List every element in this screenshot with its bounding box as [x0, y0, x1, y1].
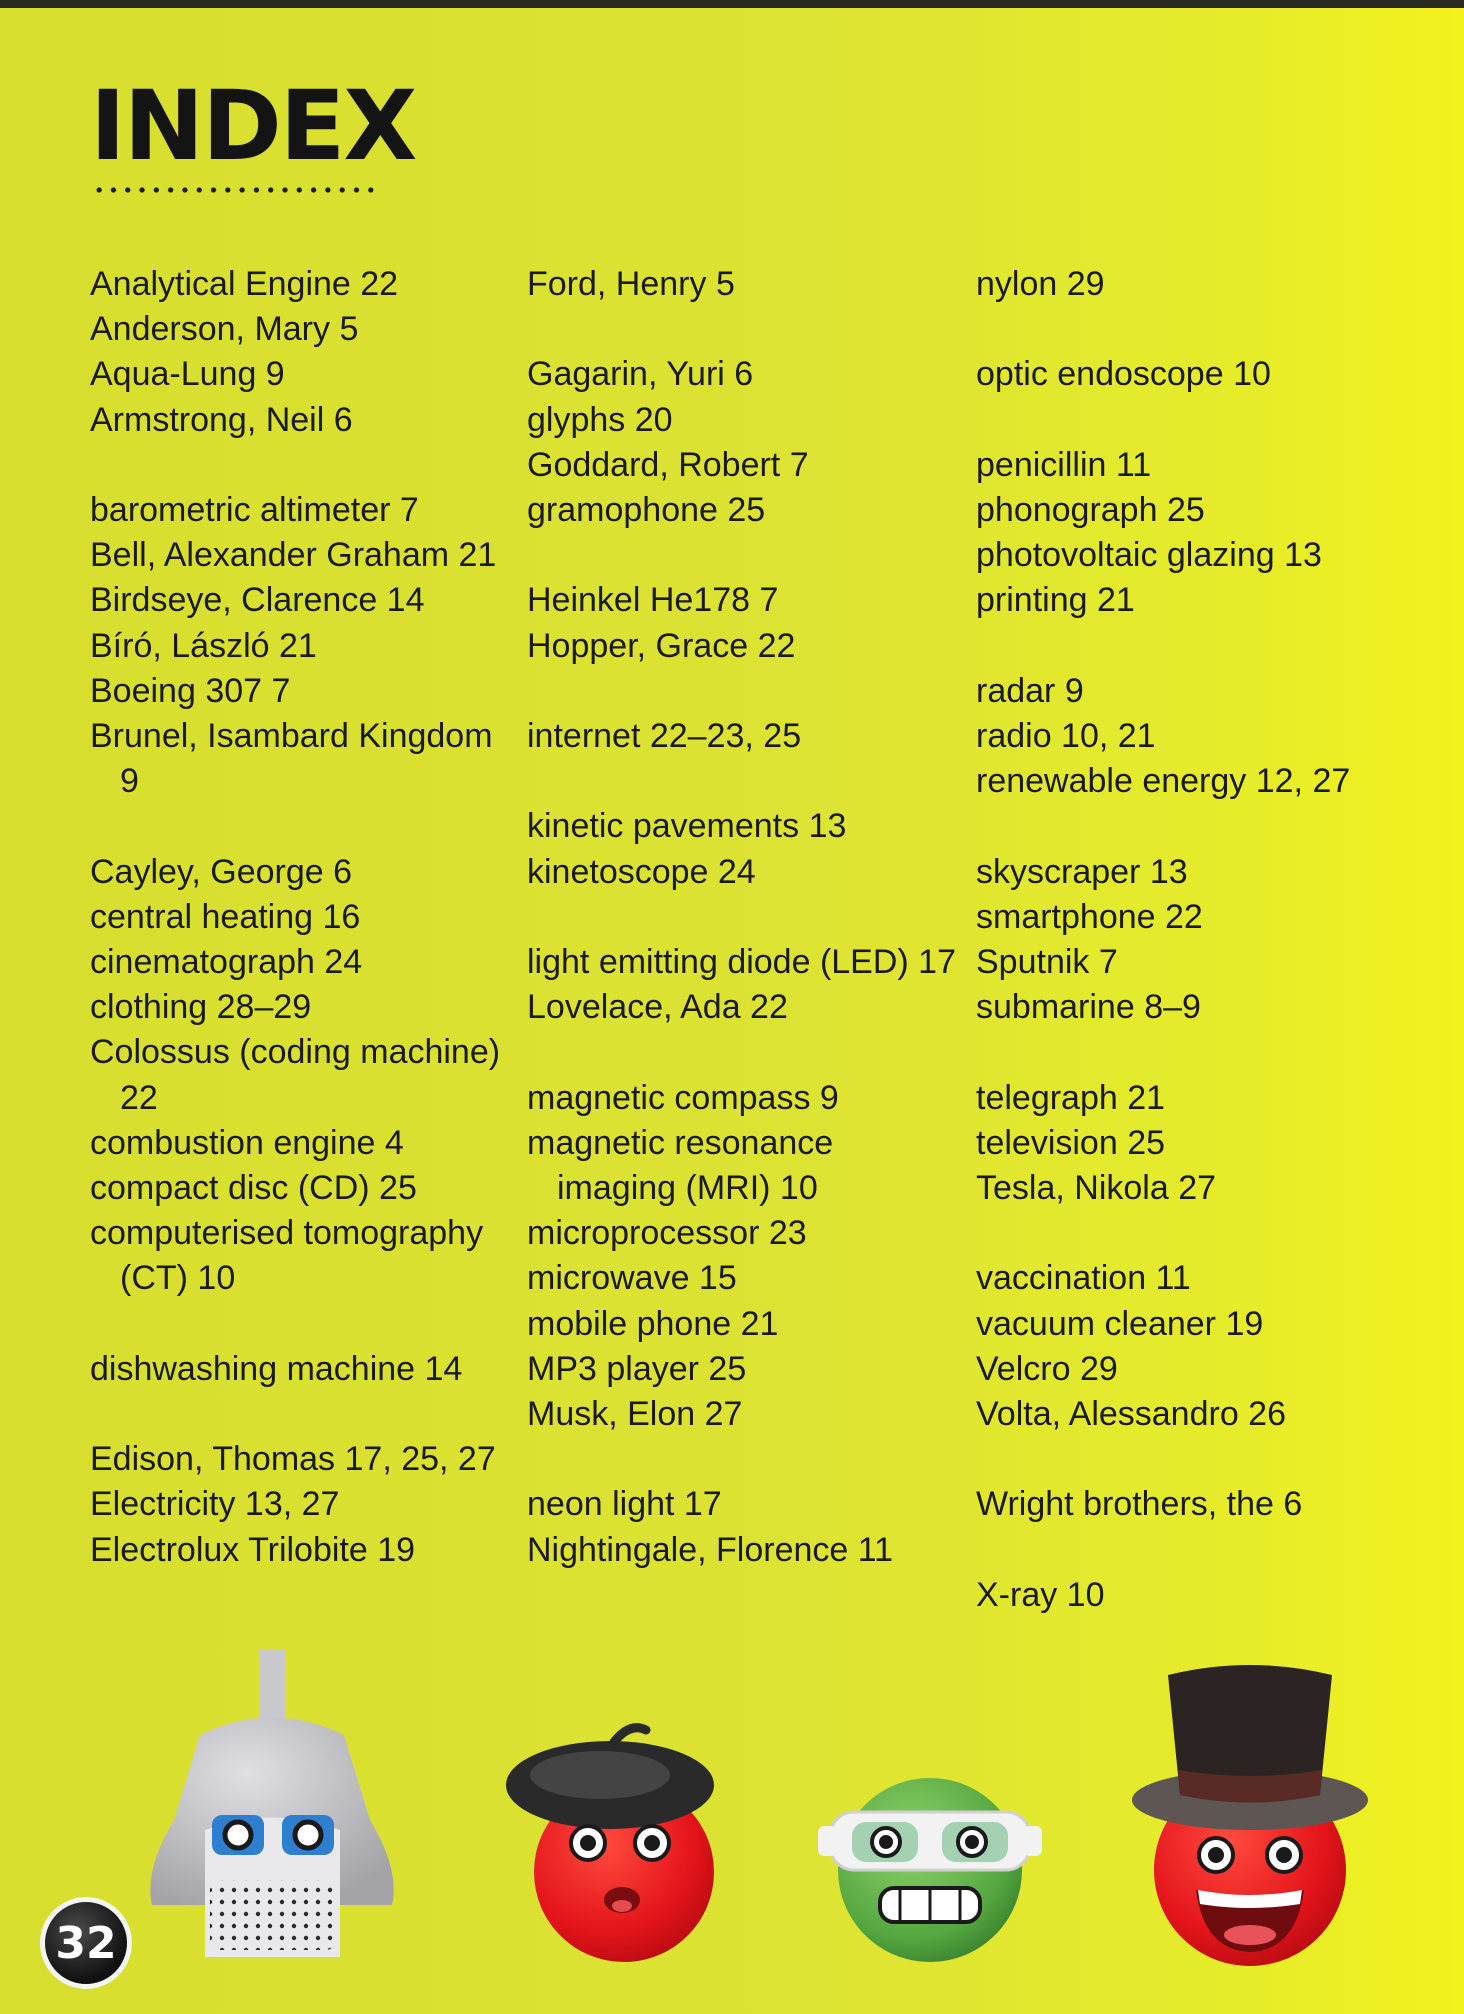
index-entry: barometric altimeter 7: [90, 491, 419, 529]
index-entry: Heinkel He178 7: [527, 581, 779, 620]
top-hat-character-icon: [1132, 1665, 1368, 1966]
index-entry: photovoltaic glazing 13: [976, 536, 1322, 575]
index-entry: MP3 player 25: [527, 1349, 747, 1388]
index-entry: nylon 29: [976, 265, 1105, 303]
index-entry: computerised tomography (CT) 10: [90, 1214, 484, 1298]
index-entry: Velcro 29: [976, 1349, 1118, 1388]
index-entry: television 25: [976, 1123, 1166, 1162]
index-entry: skyscraper 13: [976, 852, 1188, 891]
index-entry: Cayley, George 6: [90, 852, 353, 891]
index-column-3: [976, 262, 1376, 1618]
index-entry: magnetic resonance imaging (MRI) 10: [527, 1123, 834, 1207]
index-entry: magnetic compass 9: [527, 1078, 839, 1117]
index-entry: Bell, Alexander Graham 21: [90, 536, 497, 575]
index-column-2: [527, 262, 957, 1573]
page-title: INDEX: [90, 70, 416, 182]
index-column-1: [90, 262, 520, 1573]
index-entry: neon light 17: [527, 1485, 722, 1524]
index-entry: Aqua-Lung 9: [90, 355, 285, 394]
index-entry: Brunel, Isambard Kingdom 9: [90, 717, 493, 801]
index-entry: radar 9: [976, 671, 1084, 710]
index-entry: telegraph 21: [976, 1078, 1166, 1117]
index-entry: X-ray 10: [976, 1575, 1105, 1614]
index-entry: cinematograph 24: [90, 943, 363, 982]
index-entry: dishwashing machine 14: [90, 1349, 463, 1388]
index-entry: Goddard, Robert 7: [527, 445, 809, 484]
index-entry: Musk, Elon 27: [527, 1394, 743, 1433]
index-entry: radio 10, 21: [976, 716, 1156, 755]
index-entry: compact disc (CD) 25: [90, 1169, 417, 1208]
index-entry: Anderson, Mary 5: [90, 310, 359, 349]
index-entry: Lovelace, Ada 22: [527, 988, 788, 1027]
index-entry: Electrolux Trilobite 19: [90, 1530, 416, 1569]
index-entry: Edison, Thomas 17, 25, 27: [90, 1440, 496, 1479]
index-entry: vaccination 11: [976, 1259, 1191, 1298]
index-entry: microwave 15: [527, 1259, 737, 1298]
index-entry: glyphs 20: [527, 400, 673, 439]
index-entry: clothing 28–29: [90, 988, 312, 1027]
index-entry: Electricity 13, 27: [90, 1485, 340, 1524]
index-entry: Tesla, Nikola 27: [976, 1168, 1217, 1207]
title-dotted-underline: [92, 186, 378, 194]
index-entry: Boeing 307 7: [90, 671, 291, 710]
index-entry: Armstrong, Neil 6: [90, 400, 353, 439]
index-entry: Nightingale, Florence 11: [527, 1530, 894, 1569]
goggles-character-icon: [818, 1778, 1042, 1962]
index-entry: renewable energy 12, 27: [976, 762, 1351, 801]
index-entry: smartphone 22: [976, 897, 1203, 936]
index-entry: optic endoscope 10: [976, 355, 1271, 394]
index-entry: microprocessor 23: [527, 1214, 807, 1253]
index-entry: Wright brothers, the 6: [976, 1485, 1303, 1524]
index-entry: mobile phone 21: [527, 1304, 779, 1343]
index-entry: combustion engine 4: [90, 1123, 404, 1162]
index-entry: kinetoscope 24: [527, 852, 756, 891]
character-illustrations: [0, 1640, 1464, 2014]
index-entry: vacuum cleaner 19: [976, 1304, 1264, 1343]
index-entry: submarine 8–9: [976, 988, 1201, 1027]
index-entry: Colossus (coding machine) 22: [90, 1033, 501, 1117]
index-entry: Volta, Alessandro 26: [976, 1394, 1287, 1433]
index-entry: central heating 16: [90, 897, 361, 936]
index-entry: Bíró, László 21: [90, 626, 317, 665]
page-number-badge: 32: [40, 1897, 132, 1989]
index-entry: Gagarin, Yuri 6: [527, 355, 754, 394]
page-top-edge: [0, 0, 1464, 8]
index-entry: Sputnik 7: [976, 942, 1118, 981]
index-entry: Birdseye, Clarence 14: [90, 581, 425, 620]
index-entry: Ford, Henry 5: [527, 265, 735, 303]
index-entry: light emitting diode (LED) 17: [527, 942, 957, 981]
index-entry: phonograph 25: [976, 490, 1205, 529]
index-entry: gramophone 25: [527, 491, 766, 529]
robot-vacuum-character-icon: [150, 1650, 393, 1957]
index-entry: printing 21: [976, 581, 1135, 620]
index-entry: internet 22–23, 25: [527, 716, 802, 755]
beret-character-icon: [506, 1728, 714, 1962]
index-entry: kinetic pavements 13: [527, 807, 847, 846]
index-entry: Hopper, Grace 22: [527, 626, 796, 665]
index-entry: penicillin 11: [976, 445, 1152, 484]
index-entry: Analytical Engine 22: [90, 265, 399, 303]
